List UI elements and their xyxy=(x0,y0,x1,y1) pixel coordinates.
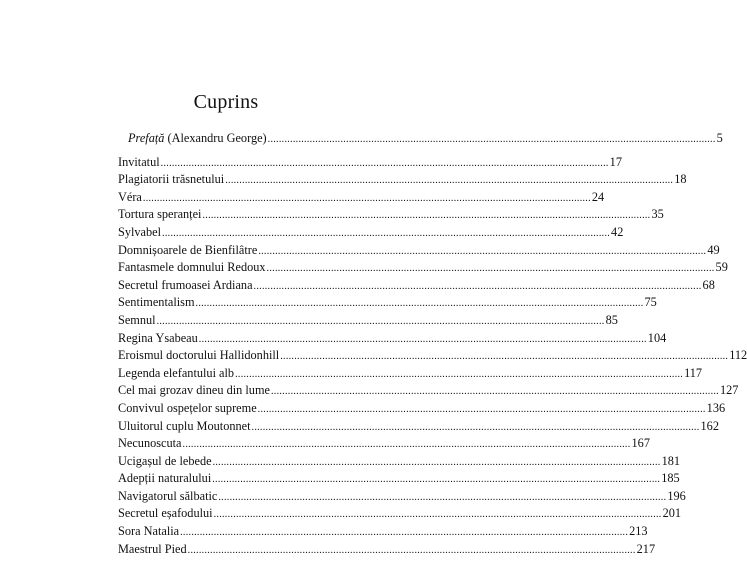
table-of-contents xyxy=(118,130,747,558)
toc-entry-title: Fantasmele domnului Redoux xyxy=(118,260,266,275)
dot-leader: ................................................................................................................................................................ xyxy=(257,403,706,415)
toc-entry xyxy=(118,523,648,541)
toc-entry-page: 18 xyxy=(674,172,687,187)
toc-entry-title: Sora Natalia xyxy=(118,524,180,539)
toc-entry-title xyxy=(128,130,267,148)
toc-entry-title: Secretul eșafodului xyxy=(118,506,213,521)
toc-entry-title: Sylvabel xyxy=(118,224,162,239)
toc-entry xyxy=(118,242,720,260)
toc-entry xyxy=(118,259,728,277)
toc-entry xyxy=(118,453,681,471)
toc-entry-title: Necunoscuta xyxy=(118,436,182,451)
toc-entry-page: 117 xyxy=(684,365,703,380)
dot-leader: ................................................................................................................................................................ xyxy=(225,175,674,187)
toc-entry-page: 17 xyxy=(609,154,622,169)
toc-entry xyxy=(118,206,664,224)
dot-leader: ................................................................................................................................................................ xyxy=(198,333,647,345)
dot-leader: ................................................................................................................................................................ xyxy=(212,456,661,468)
dot-leader: ................................................................................................................................................................ xyxy=(187,544,636,556)
toc-entry-page: 49 xyxy=(707,242,720,257)
toc-entry xyxy=(118,505,682,523)
toc-entry xyxy=(118,382,739,400)
toc-entry xyxy=(118,470,680,488)
toc-entry-page: 201 xyxy=(662,506,682,521)
dot-leader: ................................................................................................................................................................ xyxy=(160,157,609,169)
toc-entry xyxy=(118,541,656,559)
toc-entry-page: 136 xyxy=(706,400,726,415)
toc-entry-title: Tortura speranței xyxy=(118,207,202,222)
toc-entry xyxy=(118,154,622,172)
toc-entry-title: Véra xyxy=(118,189,142,204)
toc-entry xyxy=(118,224,624,242)
toc-entry-title: Domnișoarele de Bienfilâtre xyxy=(118,242,258,257)
toc-list xyxy=(118,154,747,559)
toc-entry-page: 35 xyxy=(651,207,664,222)
dot-leader: ................................................................................................................................................................ xyxy=(258,245,707,257)
dot-leader: ................................................................................................................................................................ xyxy=(202,210,651,222)
toc-entry-page: 181 xyxy=(661,453,681,468)
toc-entry-page: 185 xyxy=(661,471,680,486)
toc-entry-title: Ucigașul de lebede xyxy=(118,453,212,468)
toc-entry-title: Secretul frumoasei Ardiana xyxy=(118,277,253,292)
toc-entry xyxy=(118,400,726,418)
toc-entry-page: 24 xyxy=(591,189,605,204)
dot-leader: ................................................................................................................................................................ xyxy=(267,134,716,145)
toc-entry xyxy=(118,171,687,189)
toc-entry xyxy=(118,488,686,506)
dot-leader: ................................................................................................................................................................ xyxy=(235,368,684,380)
toc-entry-title: Uluitorul cuplu Moutonnet xyxy=(118,418,251,433)
dot-leader: ................................................................................................................................................................ xyxy=(162,227,611,239)
dot-leader: ................................................................................................................................................................ xyxy=(213,509,662,521)
toc-entry-title: Plagiatorii trăsnetului xyxy=(118,172,225,187)
toc-entry-page: 162 xyxy=(700,418,719,433)
preface-author: (Alexandru George) xyxy=(164,131,267,145)
toc-entry-title: Eroismul doctorului Hallidonhill xyxy=(118,348,280,363)
toc-entry xyxy=(118,365,703,383)
dot-leader: ................................................................................................................................................................ xyxy=(156,315,605,327)
toc-entry xyxy=(118,277,715,295)
toc-entry xyxy=(118,294,657,312)
toc-entry-title: Invitatul xyxy=(118,154,160,169)
toc-entry-title: Navigatorul sălbatic xyxy=(118,488,218,503)
dot-leader: ................................................................................................................................................................ xyxy=(218,491,667,503)
dot-leader: ................................................................................................................................................................ xyxy=(212,474,661,486)
toc-entry xyxy=(118,435,650,453)
toc-entry-page: 59 xyxy=(715,260,728,275)
toc-entry xyxy=(118,418,719,436)
toc-entry-title: Semnul xyxy=(118,312,156,327)
toc-entry-title: Regina Ysabeau xyxy=(118,330,198,345)
toc-entry-page: 85 xyxy=(605,312,618,327)
toc-entry-page: 217 xyxy=(636,541,656,556)
toc-entry-title: Cel mai grozav dineu din lume xyxy=(118,383,270,398)
dot-leader: ................................................................................................................................................................ xyxy=(142,192,591,204)
toc-entry-title: Adepții naturalului xyxy=(118,471,212,486)
toc-entry-page: 68 xyxy=(702,277,715,292)
toc-entry-page: 167 xyxy=(631,436,650,451)
toc-entry-page: 127 xyxy=(719,383,739,398)
dot-leader: ................................................................................................................................................................ xyxy=(270,386,719,398)
toc-entry-page: 75 xyxy=(644,295,657,310)
toc-entry xyxy=(118,189,605,207)
dot-leader: ................................................................................................................................................................ xyxy=(180,527,629,539)
page-title: Cuprins xyxy=(193,91,259,113)
toc-entry-page: 42 xyxy=(611,224,624,239)
toc-entry-title: Convivul ospețelor supreme xyxy=(118,400,257,415)
toc-entry-page: 112 xyxy=(729,348,747,363)
toc-entry xyxy=(118,312,618,330)
dot-leader: ................................................................................................................................................................ xyxy=(253,280,702,292)
toc-entry-title: Maestrul Pied xyxy=(118,541,187,556)
toc-entry-preface xyxy=(118,130,723,148)
toc-entry-page: 104 xyxy=(647,330,667,345)
toc-entry xyxy=(118,347,747,365)
toc-entry-page: 196 xyxy=(667,488,686,503)
preface-label-italic: Prefață xyxy=(128,131,165,145)
toc-entry xyxy=(118,330,667,348)
dot-leader: ................................................................................................................................................................ xyxy=(266,263,715,275)
dot-leader: ................................................................................................................................................................ xyxy=(251,421,700,433)
dot-leader: ................................................................................................................................................................ xyxy=(182,439,631,451)
dot-leader: ................................................................................................................................................................ xyxy=(280,351,729,363)
toc-entry-page: 213 xyxy=(629,524,648,539)
toc-entry-page: 5 xyxy=(716,131,723,145)
dot-leader: ................................................................................................................................................................ xyxy=(195,298,644,310)
toc-entry-title: Sentimentalism xyxy=(118,295,195,310)
toc-entry-title: Legenda elefantului alb xyxy=(118,365,235,380)
